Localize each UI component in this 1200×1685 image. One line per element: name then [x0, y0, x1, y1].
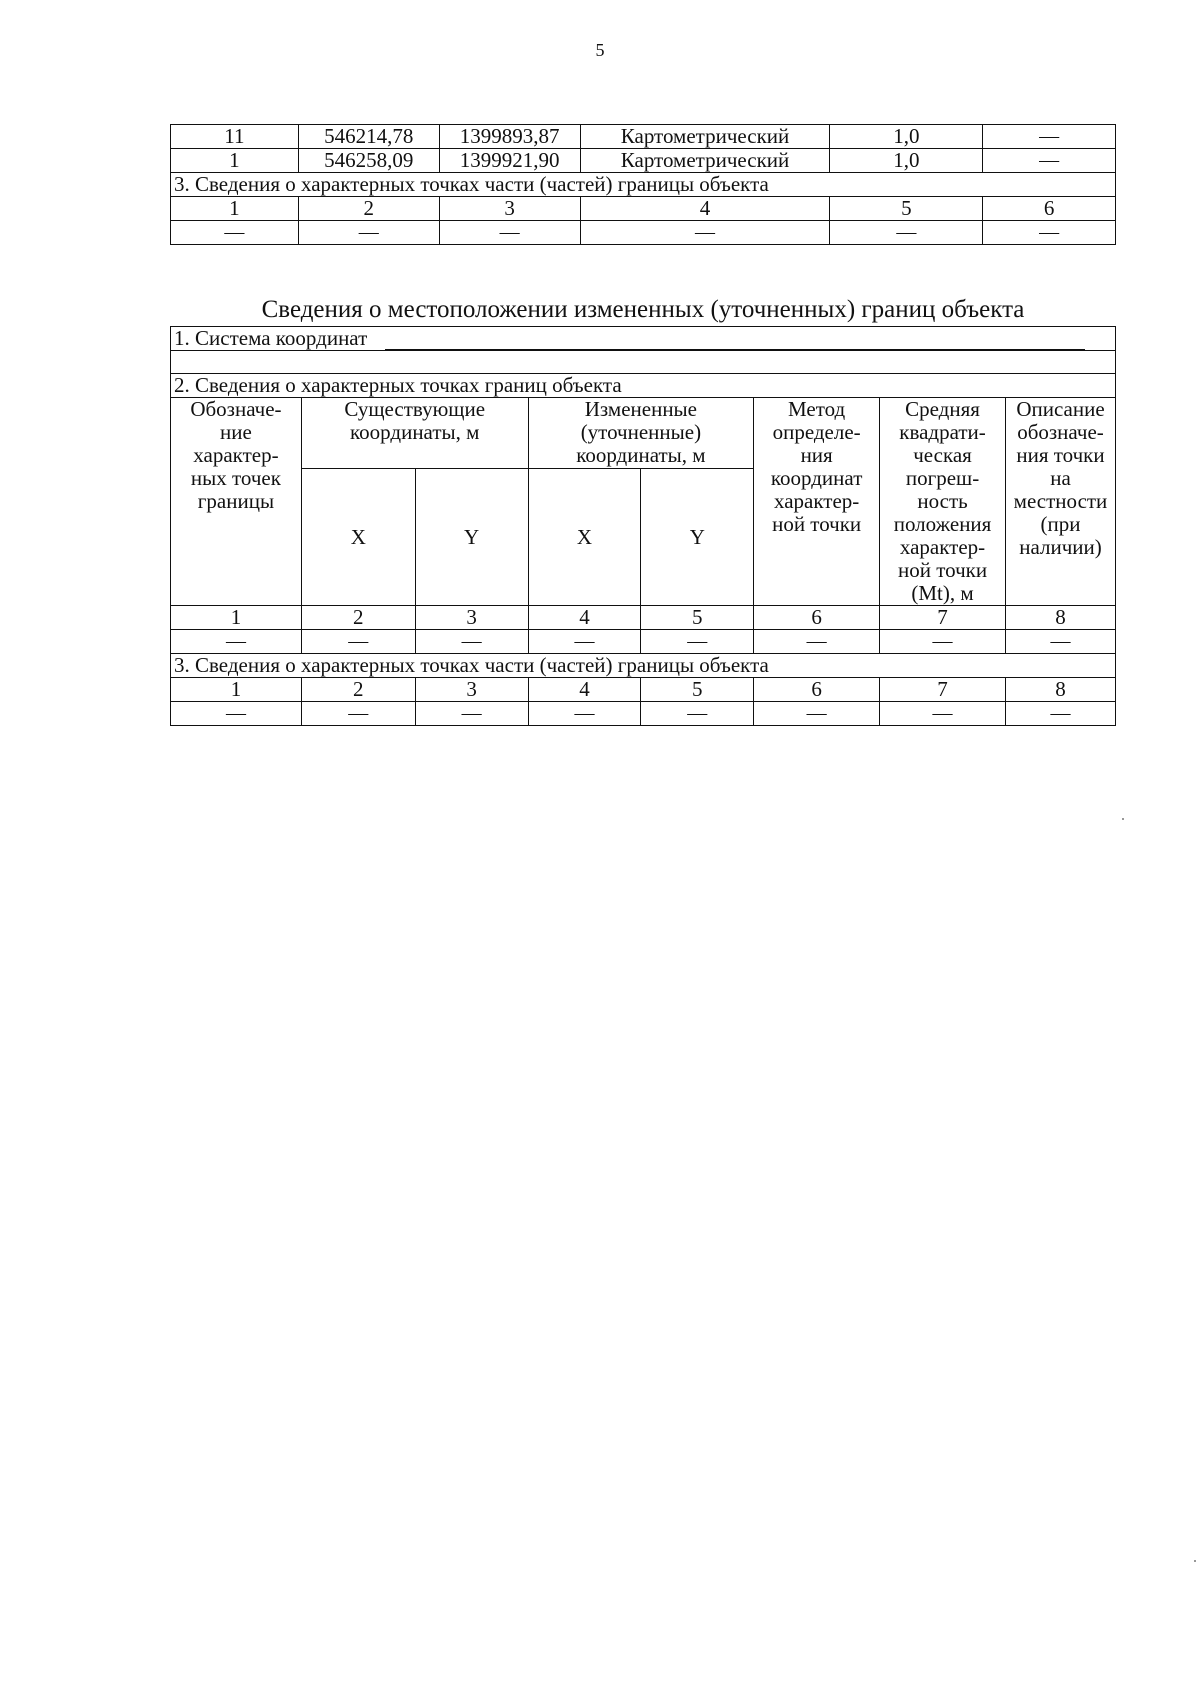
section3-title: 3. Сведения о характерных точках части (частей) границы объекта	[171, 173, 1116, 197]
scan-speck	[1122, 818, 1124, 820]
dash-cell: —	[528, 630, 641, 654]
section-row	[171, 654, 1116, 678]
dash-cell: —	[1005, 630, 1115, 654]
number-row	[171, 606, 1116, 630]
col-number: 1	[171, 678, 302, 702]
col-number: 8	[1005, 606, 1115, 630]
header-existing-coords: Существующие координаты, м	[301, 398, 528, 469]
col-number: 7	[880, 678, 1006, 702]
col-number: 8	[1005, 678, 1115, 702]
header-changed-x: X	[528, 469, 641, 606]
col-number: 3	[439, 197, 580, 221]
col-number: 6	[754, 678, 880, 702]
dash-cell: —	[983, 221, 1116, 245]
dash-row	[171, 702, 1116, 726]
coord-x: 546214,78	[298, 125, 439, 149]
coord-system-label: 1. Система координат	[174, 326, 368, 350]
dash-cell: —	[301, 630, 415, 654]
points-table-continued	[170, 124, 1116, 245]
col-number: 1	[171, 606, 302, 630]
table-row	[171, 125, 1116, 149]
col-number: 7	[880, 606, 1006, 630]
dash-cell: —	[298, 221, 439, 245]
section-row	[171, 374, 1116, 398]
dash-cell: —	[880, 702, 1006, 726]
header-point-designation: Обозначе- ние характер- ных точек границы	[171, 398, 302, 606]
section2-title: 2. Сведения о характерных точках границ объекта	[171, 374, 1116, 398]
dash-cell: —	[171, 630, 302, 654]
dash-cell: —	[301, 702, 415, 726]
col-number: 6	[983, 197, 1116, 221]
dash-cell: —	[415, 630, 528, 654]
method: Картометрический	[580, 149, 830, 173]
blank-cell	[171, 351, 1116, 374]
col-number: 4	[580, 197, 830, 221]
coord-x: 546258,09	[298, 149, 439, 173]
header-existing-x: X	[301, 469, 415, 606]
dash-cell: —	[754, 702, 880, 726]
error: 1,0	[830, 125, 983, 149]
page-number: 5	[595, 40, 605, 60]
col-number: 3	[415, 678, 528, 702]
col-number: 3	[415, 606, 528, 630]
coord-system-cell	[171, 327, 1116, 351]
dash-cell: —	[641, 630, 754, 654]
col-number: 2	[301, 678, 415, 702]
col-number: 2	[301, 606, 415, 630]
blank-row	[171, 351, 1116, 374]
section3-title: 3. Сведения о характерных точках части (частей) границы объекта	[171, 654, 1116, 678]
dash-cell: —	[580, 221, 830, 245]
dash-cell: —	[1005, 702, 1115, 726]
header-changed-coords: Измененные (уточненные) координаты, м	[528, 398, 754, 469]
col-number: 5	[641, 606, 754, 630]
dash-cell: —	[171, 221, 299, 245]
point-number: 1	[171, 149, 299, 173]
number-row	[171, 197, 1116, 221]
dash-row	[171, 630, 1116, 654]
section-row	[171, 173, 1116, 197]
header-row	[171, 398, 1116, 469]
dash-cell: —	[754, 630, 880, 654]
dash-cell: —	[415, 702, 528, 726]
header-method: Метод определе- ния координат характер- ной точки	[754, 398, 880, 606]
number-row	[171, 678, 1116, 702]
header-description: Описание обозначе- ния точки на местности (при наличии)	[1005, 398, 1115, 606]
dash-cell: —	[880, 630, 1006, 654]
description: —	[983, 125, 1116, 149]
dash-row	[171, 221, 1116, 245]
header-existing-y: Y	[415, 469, 528, 606]
col-number: 5	[830, 197, 983, 221]
col-number: 6	[754, 606, 880, 630]
header-error: Средняя квадрати- ческая погреш- ность положения характер- ной точки (Mt), м	[880, 398, 1006, 606]
changed-boundaries-table	[170, 326, 1116, 726]
coord-y: 1399893,87	[439, 125, 580, 149]
col-number: 5	[641, 678, 754, 702]
table-row	[171, 149, 1116, 173]
section-title: Сведения о местоположении измененных (уточненных) границ объекта	[261, 296, 1025, 323]
dash-cell: —	[830, 221, 983, 245]
dash-cell: —	[641, 702, 754, 726]
description: —	[983, 149, 1116, 173]
header-changed-y: Y	[641, 469, 754, 606]
method: Картометрический	[580, 125, 830, 149]
dash-cell: —	[528, 702, 641, 726]
dash-cell: —	[439, 221, 580, 245]
coord-system-blank-line	[385, 331, 1085, 350]
col-number: 2	[298, 197, 439, 221]
point-number: 11	[171, 125, 299, 149]
error: 1,0	[830, 149, 983, 173]
dash-cell: —	[171, 702, 302, 726]
scan-speck	[1194, 1560, 1196, 1562]
col-number: 4	[528, 606, 641, 630]
coord-system-row	[171, 327, 1116, 351]
col-number: 1	[171, 197, 299, 221]
col-number: 4	[528, 678, 641, 702]
coord-y: 1399921,90	[439, 149, 580, 173]
